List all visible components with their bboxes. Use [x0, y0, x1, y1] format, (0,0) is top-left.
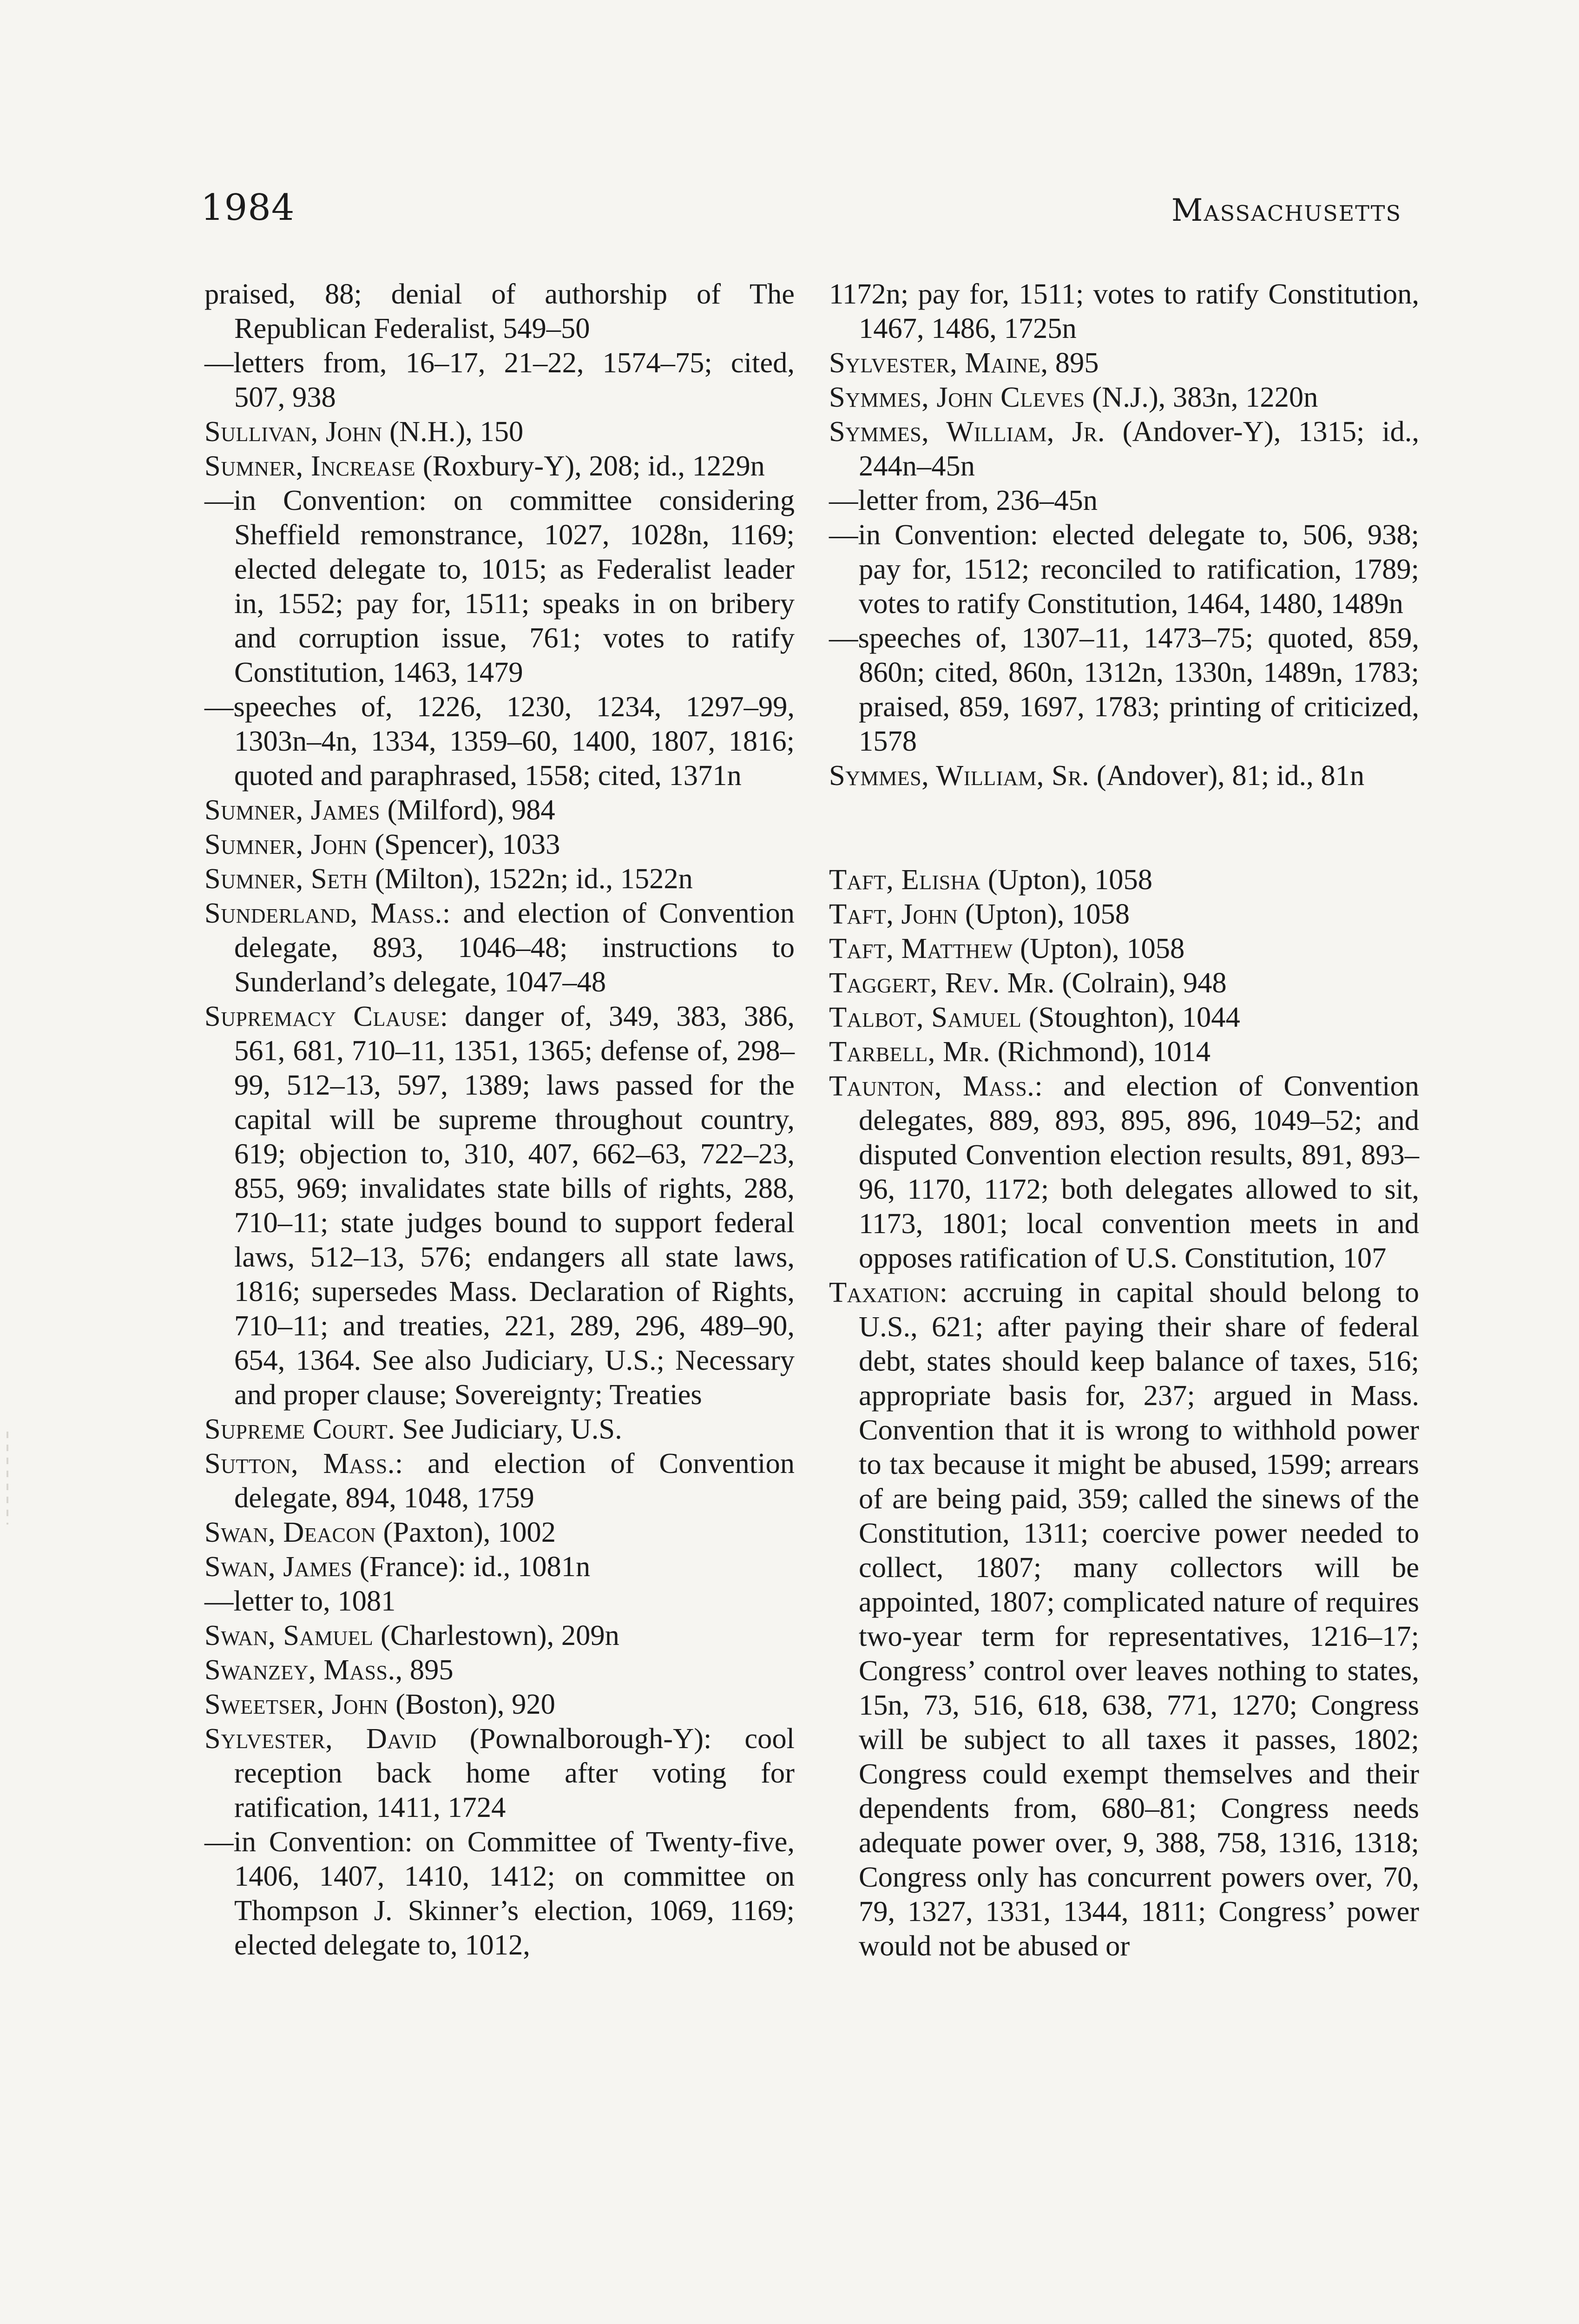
- entry-heading: Sumner, Increase: [204, 449, 416, 482]
- entry-text: —letter from, 236–45n: [829, 484, 1098, 516]
- index-subentry: [829, 621, 1419, 758]
- running-head: Massachusetts: [1171, 192, 1401, 228]
- entry-text: —speeches of, 1307–11, 1473–75; quoted, 859, 860n; cited, 860n, 1312n, 1330n, 1489n, 1783; praised, 859, 1697, 1783; printing of criticized, 1578: [829, 621, 1419, 757]
- entry-text: , 895: [395, 1653, 454, 1686]
- entry-heading: Sumner, James: [204, 793, 380, 826]
- index-entry: [204, 999, 795, 1412]
- entry-heading: Sweetser, John: [204, 1688, 388, 1720]
- index-entry: [829, 380, 1419, 414]
- entry-heading: Sylvester, Maine: [829, 346, 1041, 379]
- index-entry: [204, 1446, 795, 1515]
- entry-heading: Taft, Matthew: [829, 932, 1013, 964]
- index-entry: [829, 931, 1419, 965]
- entry-text: (France): id., 1081n: [352, 1550, 591, 1583]
- entry-text: (Roxbury-Y), 208; id., 1229n: [415, 449, 765, 482]
- entry-text: , 895: [1040, 346, 1099, 379]
- index-entry: [204, 1412, 795, 1446]
- index-entry: [829, 345, 1419, 380]
- index-entry: [204, 1549, 795, 1584]
- page-number: 1984: [201, 187, 295, 229]
- entry-text: (Upton), 1058: [1013, 932, 1185, 964]
- entry-heading: Swan, James: [204, 1550, 353, 1583]
- index-subentry: [204, 1584, 795, 1618]
- entry-text: (Upton), 1058: [980, 863, 1153, 896]
- entry-text: —in Convention: elected delegate to, 506, 938; pay for, 1512; reconciled to ratification, 1789; votes to ratify Constitution, 1464, 1480, 1489n: [829, 518, 1419, 620]
- entry-text: (N.J.), 383n, 1220n: [1085, 381, 1318, 413]
- entry-text: (Boston), 920: [388, 1688, 555, 1720]
- entry-text: (Milton), 1522n; id., 1522n: [368, 862, 693, 895]
- entry-text: (N.H.), 150: [382, 415, 524, 448]
- index-block-t: [829, 862, 1419, 1963]
- entry-text: (Charlestown), 209n: [373, 1619, 619, 1651]
- entry-text: (Colrain), 948: [1054, 966, 1227, 999]
- index-entry: [829, 862, 1419, 897]
- entry-text: (Spencer), 1033: [367, 828, 560, 860]
- index-entry: [829, 965, 1419, 1000]
- entry-text: . See Judiciary, U.S.: [388, 1413, 622, 1445]
- letter-group-gap: [829, 792, 1419, 862]
- index-block-s: [829, 277, 1419, 792]
- entry-heading: Sylvester, David: [204, 1722, 437, 1755]
- entry-heading: Swan, Deacon: [204, 1516, 376, 1548]
- entry-heading: Sullivan, John: [204, 415, 382, 448]
- index-entry: [829, 414, 1419, 483]
- index-entry: [204, 414, 795, 449]
- entry-heading: Taxation: [829, 1276, 940, 1308]
- entry-text: (Andover), 81; id., 81n: [1089, 759, 1365, 792]
- entry-heading: Sumner, John: [204, 828, 368, 860]
- index-entry: [204, 1515, 795, 1549]
- entry-heading: Taggert, Rev. Mr.: [829, 966, 1055, 999]
- index-entry: [204, 792, 795, 827]
- entry-text: (Andover-Y), 1315; id., 244n–45n: [859, 415, 1419, 482]
- entry-text: —in Convention: on committee considering Sheffield remonstrance, 1027, 1028n, 1169; elected delegate to, 1015; as Federalist leader in, 1552; pay for, 1511; speaks in on bribery and corruption issue, 761; votes to ratify Constitution, 1463, 1479: [204, 484, 795, 688]
- entry-text: : danger of, 349, 383, 386, 561, 681, 710–11, 1351, 1365; defense of, 298–99, 512–13, 597, 1389; laws passed for the capital will be supreme throughout country, 619; objection to, 310, 407, 662–63, 722–23, 855, 969; invalidates state bills of rights, 288, 710–11; state judges bound to support federal laws, 512–13, 576; endangers all state laws, 1816; supersedes Mass. Declaration of Rights, 710–11; and treaties, 221, 289, 296, 489–90, 654, 1364. See also Judiciary, U.S.; Necessary and proper clause; Sovereignty; Treaties: [234, 1000, 795, 1411]
- entry-heading: Sutton, Mass.: [204, 1447, 395, 1479]
- index-entry: [204, 1721, 795, 1824]
- index-entry: [829, 1000, 1419, 1034]
- entry-text: praised, 88; denial of authorship of The Republican Federalist, 549–50: [204, 277, 795, 344]
- entry-heading: Swan, Samuel: [204, 1619, 374, 1651]
- index-entry: [204, 1618, 795, 1652]
- index-subentry: [829, 483, 1419, 517]
- index-entry: [204, 449, 795, 483]
- index-entry: [829, 758, 1419, 792]
- entry-heading: Talbot, Samuel: [829, 1001, 1022, 1033]
- index-entry: [829, 1034, 1419, 1069]
- entry-heading: Taft, Elisha: [829, 863, 981, 896]
- index-entry: [204, 861, 795, 896]
- index-subentry: [204, 345, 795, 414]
- entry-heading: Tarbell, Mr.: [829, 1035, 991, 1068]
- index-entry: [204, 896, 795, 999]
- entry-text: (Richmond), 1014: [990, 1035, 1211, 1068]
- index-subentry: [204, 483, 795, 689]
- entry-text: (Stoughton), 1044: [1021, 1001, 1240, 1033]
- entry-text: : and election of Convention delegate, 893, 1046–48; instructions to Sunderland’s delegate, 1047–48: [234, 897, 795, 998]
- entry-heading: Symmes, William, Sr.: [829, 759, 1090, 792]
- entry-heading: Sunderland, Mass.: [204, 897, 442, 929]
- index-subentry: [829, 517, 1419, 621]
- scan-edge-mark: [7, 1432, 8, 1525]
- entry-heading: Sumner, Seth: [204, 862, 368, 895]
- index-entry: [829, 1069, 1419, 1275]
- index-entry: [204, 1687, 795, 1721]
- entry-text: : accruing in capital should belong to U.S., 621; after paying their share of federal debt, states should keep balance of taxes, 516; appropriate basis for, 237; argued in Mass. Convention that it is wrong to withhold power to tax because it might be abused, 1599; arrears of are being paid, 359; called the sinews of the Constitution, 1311; coercive power needed to collect, 1807; many collectors will be appointed, 1807; complicated nature of requires two-year term for representatives, 1216–17; Congress’ control over leaves nothing to states, 15n, 73, 516, 618, 638, 771, 1270; Congress will be subject to all taxes it passes, 1802; Congress could exempt themselves and their dependents from, 680–81; Congress needs adequate power over, 9, 388, 758, 1316, 1318; Congress only has concurrent powers over, 70, 79, 1327, 1331, 1344, 1811; Congress’ power would not be abused or: [859, 1276, 1419, 1962]
- entry-text: : and election of Convention delegates, 889, 893, 895, 896, 1049–52; and disputed Convention election results, 891, 893–96, 1170, 1172; both delegates allowed to sit, 1173, 1801; local convention meets in and opposes ratification of U.S. Constitution, 107: [859, 1070, 1419, 1274]
- index-entry-continuation: [204, 277, 795, 345]
- entry-text: (Upton), 1058: [958, 898, 1130, 930]
- index-column-left: [204, 277, 795, 1962]
- index-subentry: [204, 689, 795, 792]
- entry-heading: Supremacy Clause: [204, 1000, 440, 1032]
- entry-text: —speeches of, 1226, 1230, 1234, 1297–99, 1303n–4n, 1334, 1359–60, 1400, 1807, 1816; quoted and paraphrased, 1558; cited, 1371n: [204, 690, 795, 792]
- entry-text: : and election of Convention delegate, 894, 1048, 1759: [234, 1447, 795, 1514]
- entry-heading: Symmes, William, Jr.: [829, 415, 1105, 448]
- entry-heading: Swanzey, Mass.: [204, 1653, 395, 1686]
- entry-heading: Taft, John: [829, 898, 958, 930]
- index-entry: [204, 1652, 795, 1687]
- entry-text: —letters from, 16–17, 21–22, 1574–75; cited, 507, 938: [204, 346, 795, 413]
- index-column-right: [829, 277, 1419, 1963]
- entry-text: (Paxton), 1002: [375, 1516, 556, 1548]
- index-subentry: [204, 1824, 795, 1962]
- entry-heading: Taunton, Mass.: [829, 1070, 1035, 1102]
- index-entry: [204, 827, 795, 861]
- entry-text: —letter to, 1081: [204, 1585, 396, 1617]
- index-entry: [829, 1275, 1419, 1963]
- index-entry: [829, 897, 1419, 931]
- entry-text: 1172n; pay for, 1511; votes to ratify Constitution, 1467, 1486, 1725n: [829, 277, 1419, 344]
- entry-text: (Milford), 984: [380, 793, 555, 826]
- entry-heading: Supreme Court: [204, 1413, 388, 1445]
- index-entry-continuation: [829, 277, 1419, 345]
- entry-text: (Pownalborough-Y): cool reception back home after voting for ratification, 1411, 1724: [234, 1722, 795, 1823]
- entry-text: —in Convention: on Committee of Twenty-five, 1406, 1407, 1410, 1412; on committee on Thompson J. Skinner’s election, 1069, 1169; elected delegate to, 1012,: [204, 1825, 795, 1961]
- entry-heading: Symmes, John Cleves: [829, 381, 1085, 413]
